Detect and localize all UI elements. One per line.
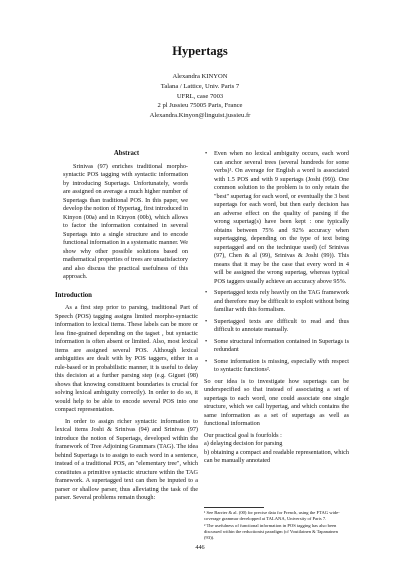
- footnotes: [204, 507, 349, 542]
- list-item: [204, 318, 349, 335]
- author-email: Alexandra.Kinyon@linguist.jussieu.fr: [149, 112, 251, 120]
- bullet-icon: •: [205, 150, 208, 157]
- footnote: ² The usefulness of functional information in POS tagging has also been discussed within the reductionist paradigm (cf Voutilainen & Tapanainen (93)).: [204, 522, 338, 540]
- bullet-icon: •: [205, 337, 208, 345]
- paper-title: Hypertags: [172, 44, 228, 58]
- list-item: [204, 338, 349, 355]
- affiliation-line: Talana / Lattice, Univ. Paris 7: [160, 82, 240, 90]
- list-item: [204, 358, 349, 375]
- bullet-icon: •: [205, 357, 208, 365]
- footnote-rule: [204, 507, 264, 508]
- introduction-heading: Introduction: [55, 291, 92, 299]
- author-name: Alexandra KINYON: [172, 73, 228, 80]
- footnote: ¹ See Barrier & al. (00) for precise data for French, using the FTAG wide-coverage grammar developped at TALANA, University of Paris 7.: [204, 510, 340, 521]
- list-item-text: Even when no lexical ambiguity occurs, each word can anchor several trees (several hundreds for some verbs)¹. On average for English a word is associated with 1.5 POS and with 9 supertags (Joshi (99)). One common solution to the problem is to only retain the "best" supertag for each word, or eventually the 3 best supertags for each word, but then early decision has an adverse effect on the quality of parsing if the wrong supertag(s) have been kept : one typically obtains between 75% and 92% accuracy when supertagging, depending on the type of text being supertagged and on the technique used) (cf Srinivas (97), Chen & al (99), Srinivas & Joshi (99)). This means that it may be the case that every word in 4 will be assigned the wrong supertag, whereas typical POS taggers usually achieve an accuracy above 95%.: [214, 150, 349, 285]
- list-item-text: Supertagged texts are difficult to read and thus difficult to annotate manually.: [214, 317, 349, 333]
- page-number: 446: [195, 544, 205, 551]
- bullet-icon: •: [205, 317, 208, 325]
- affiliation-line: UFRL, case 7003: [176, 92, 224, 100]
- affiliation-line: 2 pl Jussieu 75005 Paris, France: [157, 102, 243, 110]
- intro-paragraph: In order to assign richer syntactic information to lexical items Joshi & Srinivas (94) and Srinivas (97) introduce the notion of Supertags, developed within the framework of Tree Adjoining Grammars (TAG). The idea behind Supertags is to assign to each word in a sentence, instead of a traditional POS, an "elementary tree", which constitutes a primitive syntactic structure within the TAG framework. A supertagged text can then be inputed to a parser or shallow parser, thus alleviating the task of the parser. Several problems remain though:: [55, 417, 198, 501]
- goal-item: b) obtaining a compact and readable representation, which can be manually annotated: [204, 448, 349, 464]
- right-column: [204, 150, 349, 466]
- author-block: [0, 72, 400, 121]
- abstract-heading: Abstract: [113, 150, 140, 157]
- abstract-text: Srinivas (97) enriches traditional morpho-syntactic POS tagging with syntactic information by introducing Supertags. Unfortunately, words are assigned on average a much higher number of Supertags than traditional POS. In this paper, we develop the notion of Hypertag, first introduced in Kinyon (00a) and in Kinyon (00b), which allows to factor the information contained in several Supertags into a single structure and to encode functional information in a systematic manner. We show why other possible solutions based on mathematical properties of trees are unsatisfactory and also discuss the practical usefulness of this approach.: [63, 162, 188, 280]
- list-item: [204, 289, 349, 315]
- left-column: [55, 150, 198, 506]
- list-item-text: Supertagged texts rely heavily on the TAG framework and therefore may be difficult to exploit without being familiar with this formalism.: [214, 289, 349, 313]
- list-item-text: Some structural information contained in Supertags is redundant: [214, 337, 349, 353]
- goal-item: a) delaying decision for parsing: [204, 440, 283, 447]
- list-item: [204, 150, 349, 286]
- bullet-icon: •: [205, 289, 208, 296]
- intro-paragraph: As a first step prior to parsing, traditional Part of Speech (POS) tagging assigns limited morpho-syntactic information to lexical items. These labels can be more or less fine-grained depending on the tagset , but syntactic information is often absent or limited. Also, most lexical items are assigned several POS. Although lexical ambiguities are dealt with by POS taggers, either in a rule-based or in probabilistic manner, it is useful to delay this decision at a further parsing step (e.g. Giguet (98) shows that knowing constituent boundaries is crucial for solving lexical ambiguity correctly). In order to do so, it would help to be able to encode several POS into one compact representation.: [55, 304, 198, 413]
- goal-heading: Our practical goal is fourfolds :: [204, 431, 282, 439]
- problem-list: [204, 150, 349, 375]
- list-item-text: Some information is missing, especially with respect to syntactic functions².: [214, 357, 349, 373]
- body-paragraph: So our idea is to investigate how supertags can be underspecified so that instead of associating a set of supertags to each word, one could associate one single structure, which we call hypertag, and which contains the same information as a set of supertags as well as functional information: [204, 377, 349, 427]
